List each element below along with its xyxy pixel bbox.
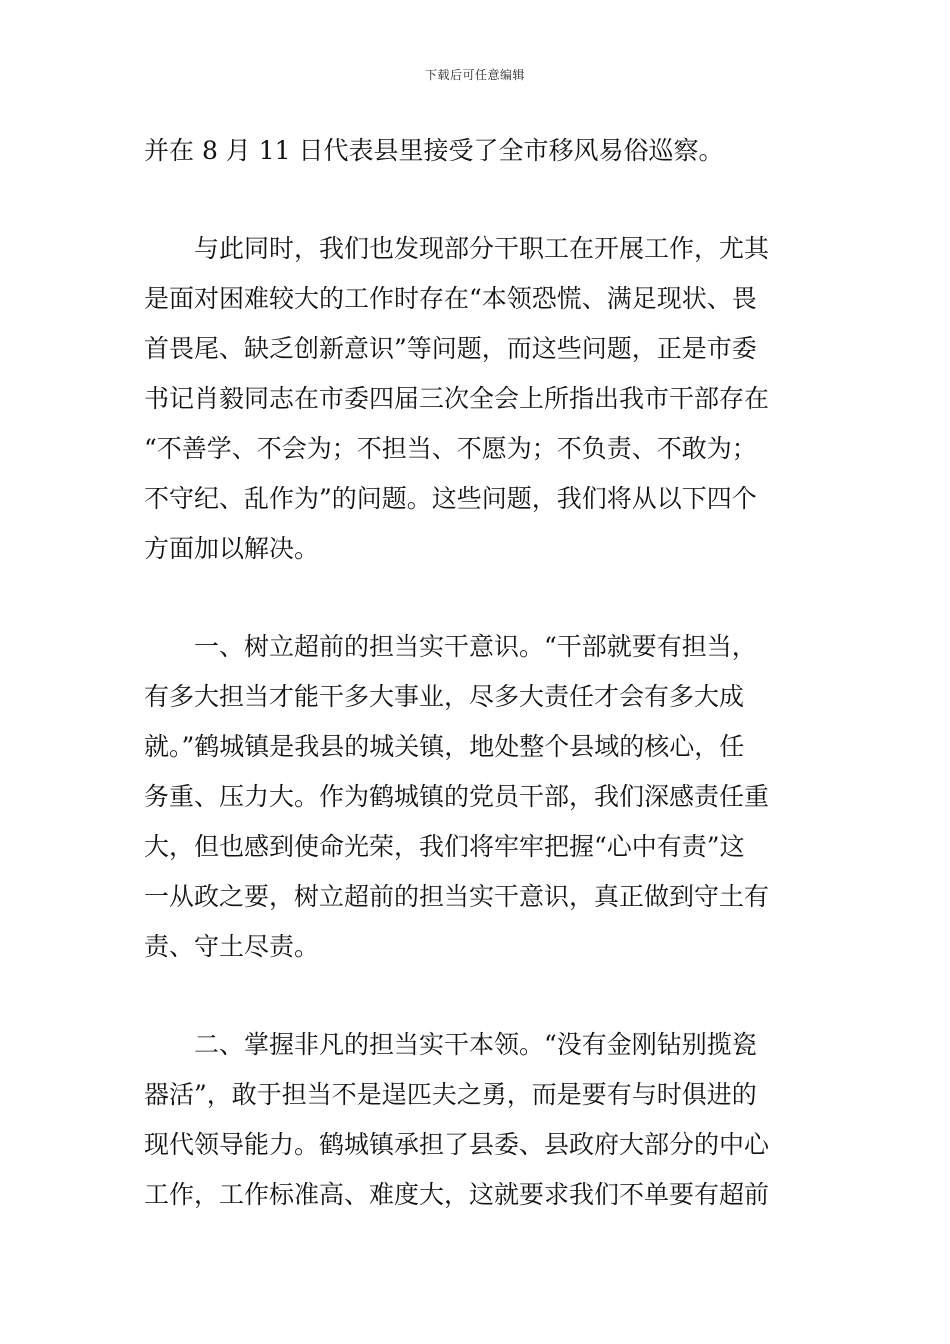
page-header: 下载后可任意编辑: [424, 68, 525, 82]
document-page: 下载后可任意编辑 并在 8 月 11 日代表县里接受了全市移风易俗巡察。 与此同时，我们也发现部分干职工在开展工作，尤其 是面对困难较大的工作时存在“本领恐慌、满足现状、畏 首畏尾、缺乏创新意识”等问题，而这些问题，正是市委 书记肖毅同志在市委四届三次全会上所指出我市干部存在 “不善学、不会为；不担当、不愿为；不负责、不敢为； 不守纪、乱作为”的问题。这些问题，我们将从以下四个 方面加以解决。 一、树立超前的担当实干意识。“干部就要有担当， 有多大担当才能干多大事业，尽多大责任才会有多大成 就。”鹤城镇是我县的城关镇，地处整个县域的核心，任 务重、压力大。作为鹤城镇的党员干部，我们深感责任重 大，但也感到使命光荣，我们将牢牢把握“心中有责”这 一从政之要，树立超前的担当实干意识，真正做到守土有 责、守土尽责。 二、掌握非凡的担当实干本领。“没有金刚钻别揽瓷 器活”，敢于担当不是逞匹夫之勇，而是要有与时俱进的 现代领导能力。鹤城镇承担了县委、县政府大部分的中心 工作，工作标准高、难度大，这就要求我们不单要有超前: [0, 0, 950, 1344]
